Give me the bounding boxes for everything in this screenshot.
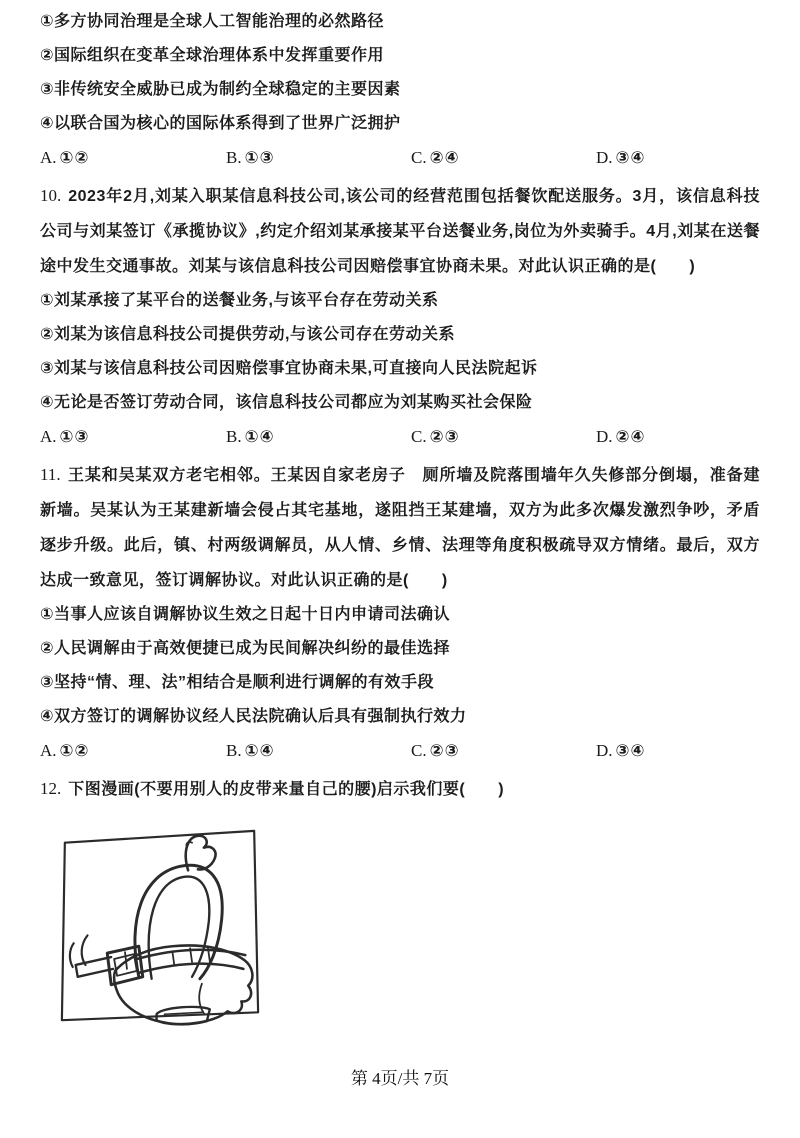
q10-option-3: ③刘某与该信息科技公司因赔偿事宜协商未果,可直接向人民法院起诉 (40, 360, 538, 377)
q10-option-2: ②刘某为该信息科技公司提供劳动,与该公司存在劳动关系 (40, 326, 455, 343)
question-9-options-block (40, 5, 760, 176)
question-11-block (40, 457, 760, 769)
q11-choice-d-nums: ③④ (615, 742, 646, 760)
q12-stem-text: 下图漫画(不要用别人的皮带来量自己的腰)启示我们要( ) (68, 781, 505, 798)
q11-choices-row (40, 734, 760, 769)
question-12-block (40, 771, 760, 1034)
q9-option-1: ①多方协同治理是全球人工智能治理的必然路径 (40, 13, 385, 30)
q10-choice-b-nums: ①④ (244, 428, 275, 446)
belt-cartoon-drawing (54, 820, 266, 1034)
q11-option-3: ③坚持“情、理、法”相结合是顺利进行调解的有效手段 (40, 674, 435, 691)
q11-choice-d (596, 734, 760, 769)
q11-choice-d-letter: D. (596, 741, 613, 760)
q9-option-4: ④以联合国为核心的国际体系得到了世界广泛拥护 (40, 115, 401, 132)
page-number-footer: 第 4页/共 7页 (350, 1069, 450, 1088)
q10-stem (40, 178, 760, 284)
q9-choice-b (226, 141, 411, 176)
q10-option-1: ①刘某承接了某平台的送餐业务,与该平台存在劳动关系 (40, 292, 439, 309)
q9-option-3: ③非传统安全威胁已成为制约全球稳定的主要因素 (40, 81, 401, 98)
q9-choice-d-nums: ③④ (615, 149, 646, 167)
q10-choice-d-nums: ②④ (615, 428, 646, 446)
q10-choice-b (226, 420, 411, 455)
q10-choice-c-letter: C. (411, 427, 427, 446)
q10-stem-text: 2023年2月,刘某入职某信息科技公司,该公司的经营范围包括餐饮配送服务。3月，该信息科技公司与刘某签订《承揽协议》,约定介绍刘某承接某平台送餐业务,岗位为外卖骑手。4月,刘某在送餐途中发生交通事故。刘某与该信息科技公司因赔偿事宜协商未果。对此认识正确的是( ) (40, 188, 760, 275)
q11-choice-b-letter: B. (226, 741, 242, 760)
q11-number: 11. (40, 465, 61, 484)
q9-choice-c-nums: ②④ (429, 149, 460, 167)
q10-choice-d (596, 420, 760, 455)
q10-choice-c-nums: ②③ (429, 428, 460, 446)
q10-choice-b-letter: B. (226, 427, 242, 446)
q9-choice-a-letter: A. (40, 148, 57, 167)
q10-choice-d-letter: D. (596, 427, 613, 446)
q10-choice-c (411, 420, 596, 455)
cartoon-frame (62, 831, 258, 1020)
q11-choice-a-letter: A. (40, 741, 57, 760)
q12-cartoon (54, 820, 760, 1034)
q10-choice-a-letter: A. (40, 427, 57, 446)
q9-choice-c (411, 141, 596, 176)
q11-choice-b-nums: ①④ (244, 742, 275, 760)
question-10-block (40, 178, 760, 455)
q9-choice-d-letter: D. (596, 148, 613, 167)
q10-choice-a-nums: ①③ (59, 428, 90, 446)
q9-choice-b-letter: B. (226, 148, 242, 167)
q9-choice-c-letter: C. (411, 148, 427, 167)
q11-choice-c (411, 734, 596, 769)
q12-stem (40, 771, 760, 807)
q11-choice-a (40, 734, 226, 769)
q9-choice-b-nums: ①③ (244, 149, 275, 167)
q9-choice-d (596, 141, 760, 176)
q11-option-4: ④双方签订的调解协议经人民法院确认后具有强制执行效力 (40, 708, 467, 725)
q11-choice-a-nums: ①② (59, 742, 90, 760)
q11-stem (40, 457, 760, 598)
q9-choice-a (40, 141, 226, 176)
q11-option-2: ②人民调解由于高效便捷已成为民间解决纠纷的最佳选择 (40, 640, 451, 657)
q11-choice-c-letter: C. (411, 741, 427, 760)
q10-number: 10. (40, 186, 62, 205)
q11-choice-b (226, 734, 411, 769)
q11-stem-text: 王某和吴某双方老宅相邻。王某因自家老房子 厕所墙及院落围墙年久失修部分倒塌，准备建新墙。吴某认为王某建新墙会侵占其宅基地，遂阻挡王某建墙，双方为此多次爆发激烈争吵，矛盾逐步升级。此后，镇、村两级调解员，从人情、乡情、法理等角度积极疏导双方情绪。最后，双方达成一致意见，签订调解协议。对此认识正确的是( ) (40, 467, 760, 589)
q12-number: 12. (40, 779, 62, 798)
q10-option-4: ④无论是否签订劳动合同，该信息科技公司都应为刘某购买社会保险 (40, 394, 533, 411)
q9-choices-row (40, 141, 760, 176)
q10-choices-row (40, 420, 760, 455)
q10-choice-a (40, 420, 226, 455)
q9-option-2: ②国际组织在变革全球治理体系中发挥重要作用 (40, 47, 385, 64)
q11-choice-c-nums: ②③ (429, 742, 460, 760)
q9-choice-a-nums: ①② (59, 149, 90, 167)
q11-option-1: ①当事人应该自调解协议生效之日起十日内申请司法确认 (40, 606, 451, 623)
